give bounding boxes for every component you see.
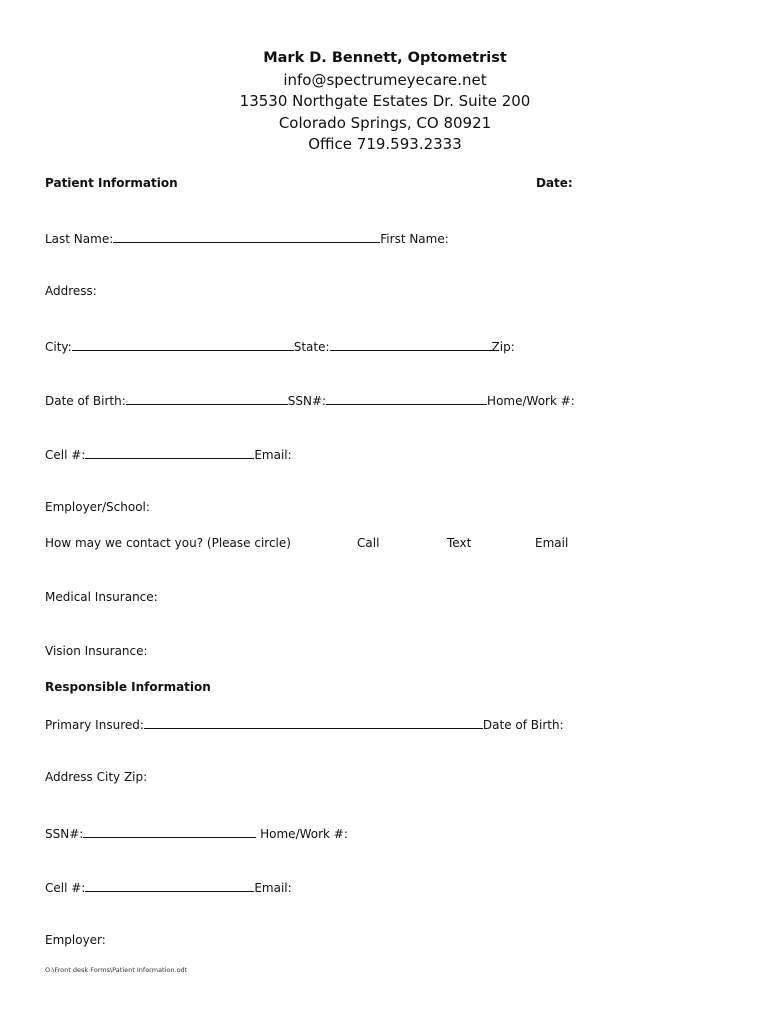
- responsible-ssn-field[interactable]: [83, 825, 256, 838]
- home-work-label: Home/Work #:: [487, 394, 575, 408]
- primary-insured-row: [45, 716, 564, 732]
- address-label: Address:: [45, 284, 97, 298]
- city-label: City:: [45, 340, 72, 354]
- cell-label: Cell #:: [45, 448, 86, 462]
- email-label: Email:: [254, 448, 292, 462]
- contact-question: How may we contact you? (Please circle): [45, 536, 291, 550]
- responsible-ssn-row: [45, 825, 348, 841]
- patient-section-title: Patient Information: [45, 176, 178, 190]
- responsible-cell-field[interactable]: [85, 879, 254, 892]
- responsible-cell-label: Cell #:: [45, 881, 86, 895]
- state-field[interactable]: [330, 338, 492, 351]
- letterhead: [0, 48, 770, 156]
- dob-label: Date of Birth:: [45, 394, 126, 408]
- responsible-employer-label: Employer:: [45, 933, 106, 947]
- doctor-name: Mark D. Bennett, Optometrist: [263, 50, 507, 66]
- responsible-home-work-label: Home/Work #:: [256, 827, 348, 841]
- cell-row: [45, 446, 292, 462]
- responsible-email-label: Email:: [254, 881, 292, 895]
- street-address: 13530 Northgate Estates Dr. Suite 200: [239, 92, 531, 110]
- responsible-ssn-label: SSN#:: [45, 827, 84, 841]
- state-label: State:: [293, 340, 330, 354]
- dob-field[interactable]: [126, 392, 288, 405]
- responsible-dob-label: Date of Birth:: [482, 718, 564, 732]
- office-phone: Office 719.593.2333: [308, 135, 462, 153]
- medical-insurance-label: Medical Insurance:: [45, 590, 158, 604]
- responsible-cell-row: [45, 879, 292, 895]
- ssn-label: SSN#:: [287, 394, 327, 408]
- city-state-zip: Colorado Springs, CO 80921: [278, 113, 492, 132]
- city-field[interactable]: [72, 338, 294, 351]
- primary-insured-field[interactable]: [144, 716, 483, 729]
- responsible-section-title: Responsible Information: [45, 680, 211, 694]
- ssn-field[interactable]: [326, 392, 487, 405]
- vision-insurance-label: Vision Insurance:: [45, 644, 148, 658]
- zip-label: Zip:: [491, 340, 515, 354]
- employer-school-label: Employer/School:: [45, 500, 150, 514]
- dob-row: [45, 392, 575, 408]
- contact-option-text[interactable]: Text: [447, 536, 472, 550]
- contact-option-email[interactable]: Email: [535, 536, 569, 550]
- contact-option-call[interactable]: Call: [357, 536, 380, 550]
- date-label: Date:: [536, 176, 573, 190]
- last-name-label: Last Name:: [45, 232, 114, 246]
- address-city-zip-label: Address City Zip:: [45, 770, 148, 784]
- last-name-row: [45, 230, 449, 246]
- file-path-footer: O:\Front desk Forms\Patient Information.odt: [45, 966, 188, 974]
- primary-insured-label: Primary Insured:: [45, 718, 144, 732]
- contact-email: info@spectrumeyecare.net: [283, 70, 487, 89]
- last-name-field[interactable]: [113, 230, 380, 243]
- first-name-label: First Name:: [380, 232, 449, 246]
- cell-field[interactable]: [85, 446, 254, 459]
- city-row: [45, 338, 515, 354]
